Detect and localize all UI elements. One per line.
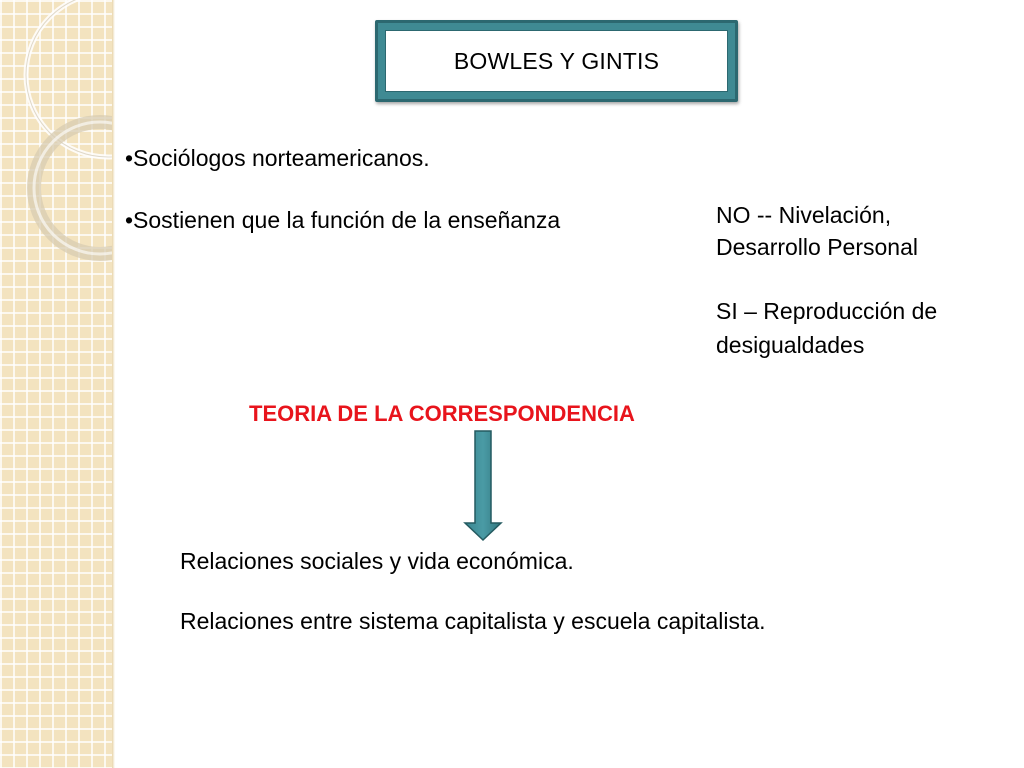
slide-title: BOWLES Y GINTIS: [453, 47, 660, 74]
relation-capitalist-school: Relaciones entre sistema capitalista y escuela capitalista.: [180, 608, 766, 634]
decorative-rings: [0, 0, 112, 768]
title-frame: [375, 20, 738, 102]
side-band-edge: [112, 0, 115, 768]
theory-title: TEORIA DE LA CORRESPONDENCIA: [249, 401, 635, 426]
si-line-2: desigualdades: [716, 332, 865, 358]
arrow-down-icon: [462, 428, 506, 544]
relation-social-economic: Relaciones sociales y vida económica.: [180, 548, 574, 574]
bullet-sociologists: •Sociólogos norteamericanos.: [125, 145, 430, 171]
title-inner-panel: [385, 30, 728, 92]
decorative-side-band: [0, 0, 112, 768]
no-line-1: NO -- Nivelación,: [716, 202, 892, 228]
no-line-2: Desarrollo Personal: [716, 234, 918, 260]
si-line-1: SI – Reproducción de: [716, 298, 938, 324]
bullet-function-of-teaching: •Sostienen que la función de la enseñanza: [125, 207, 561, 233]
